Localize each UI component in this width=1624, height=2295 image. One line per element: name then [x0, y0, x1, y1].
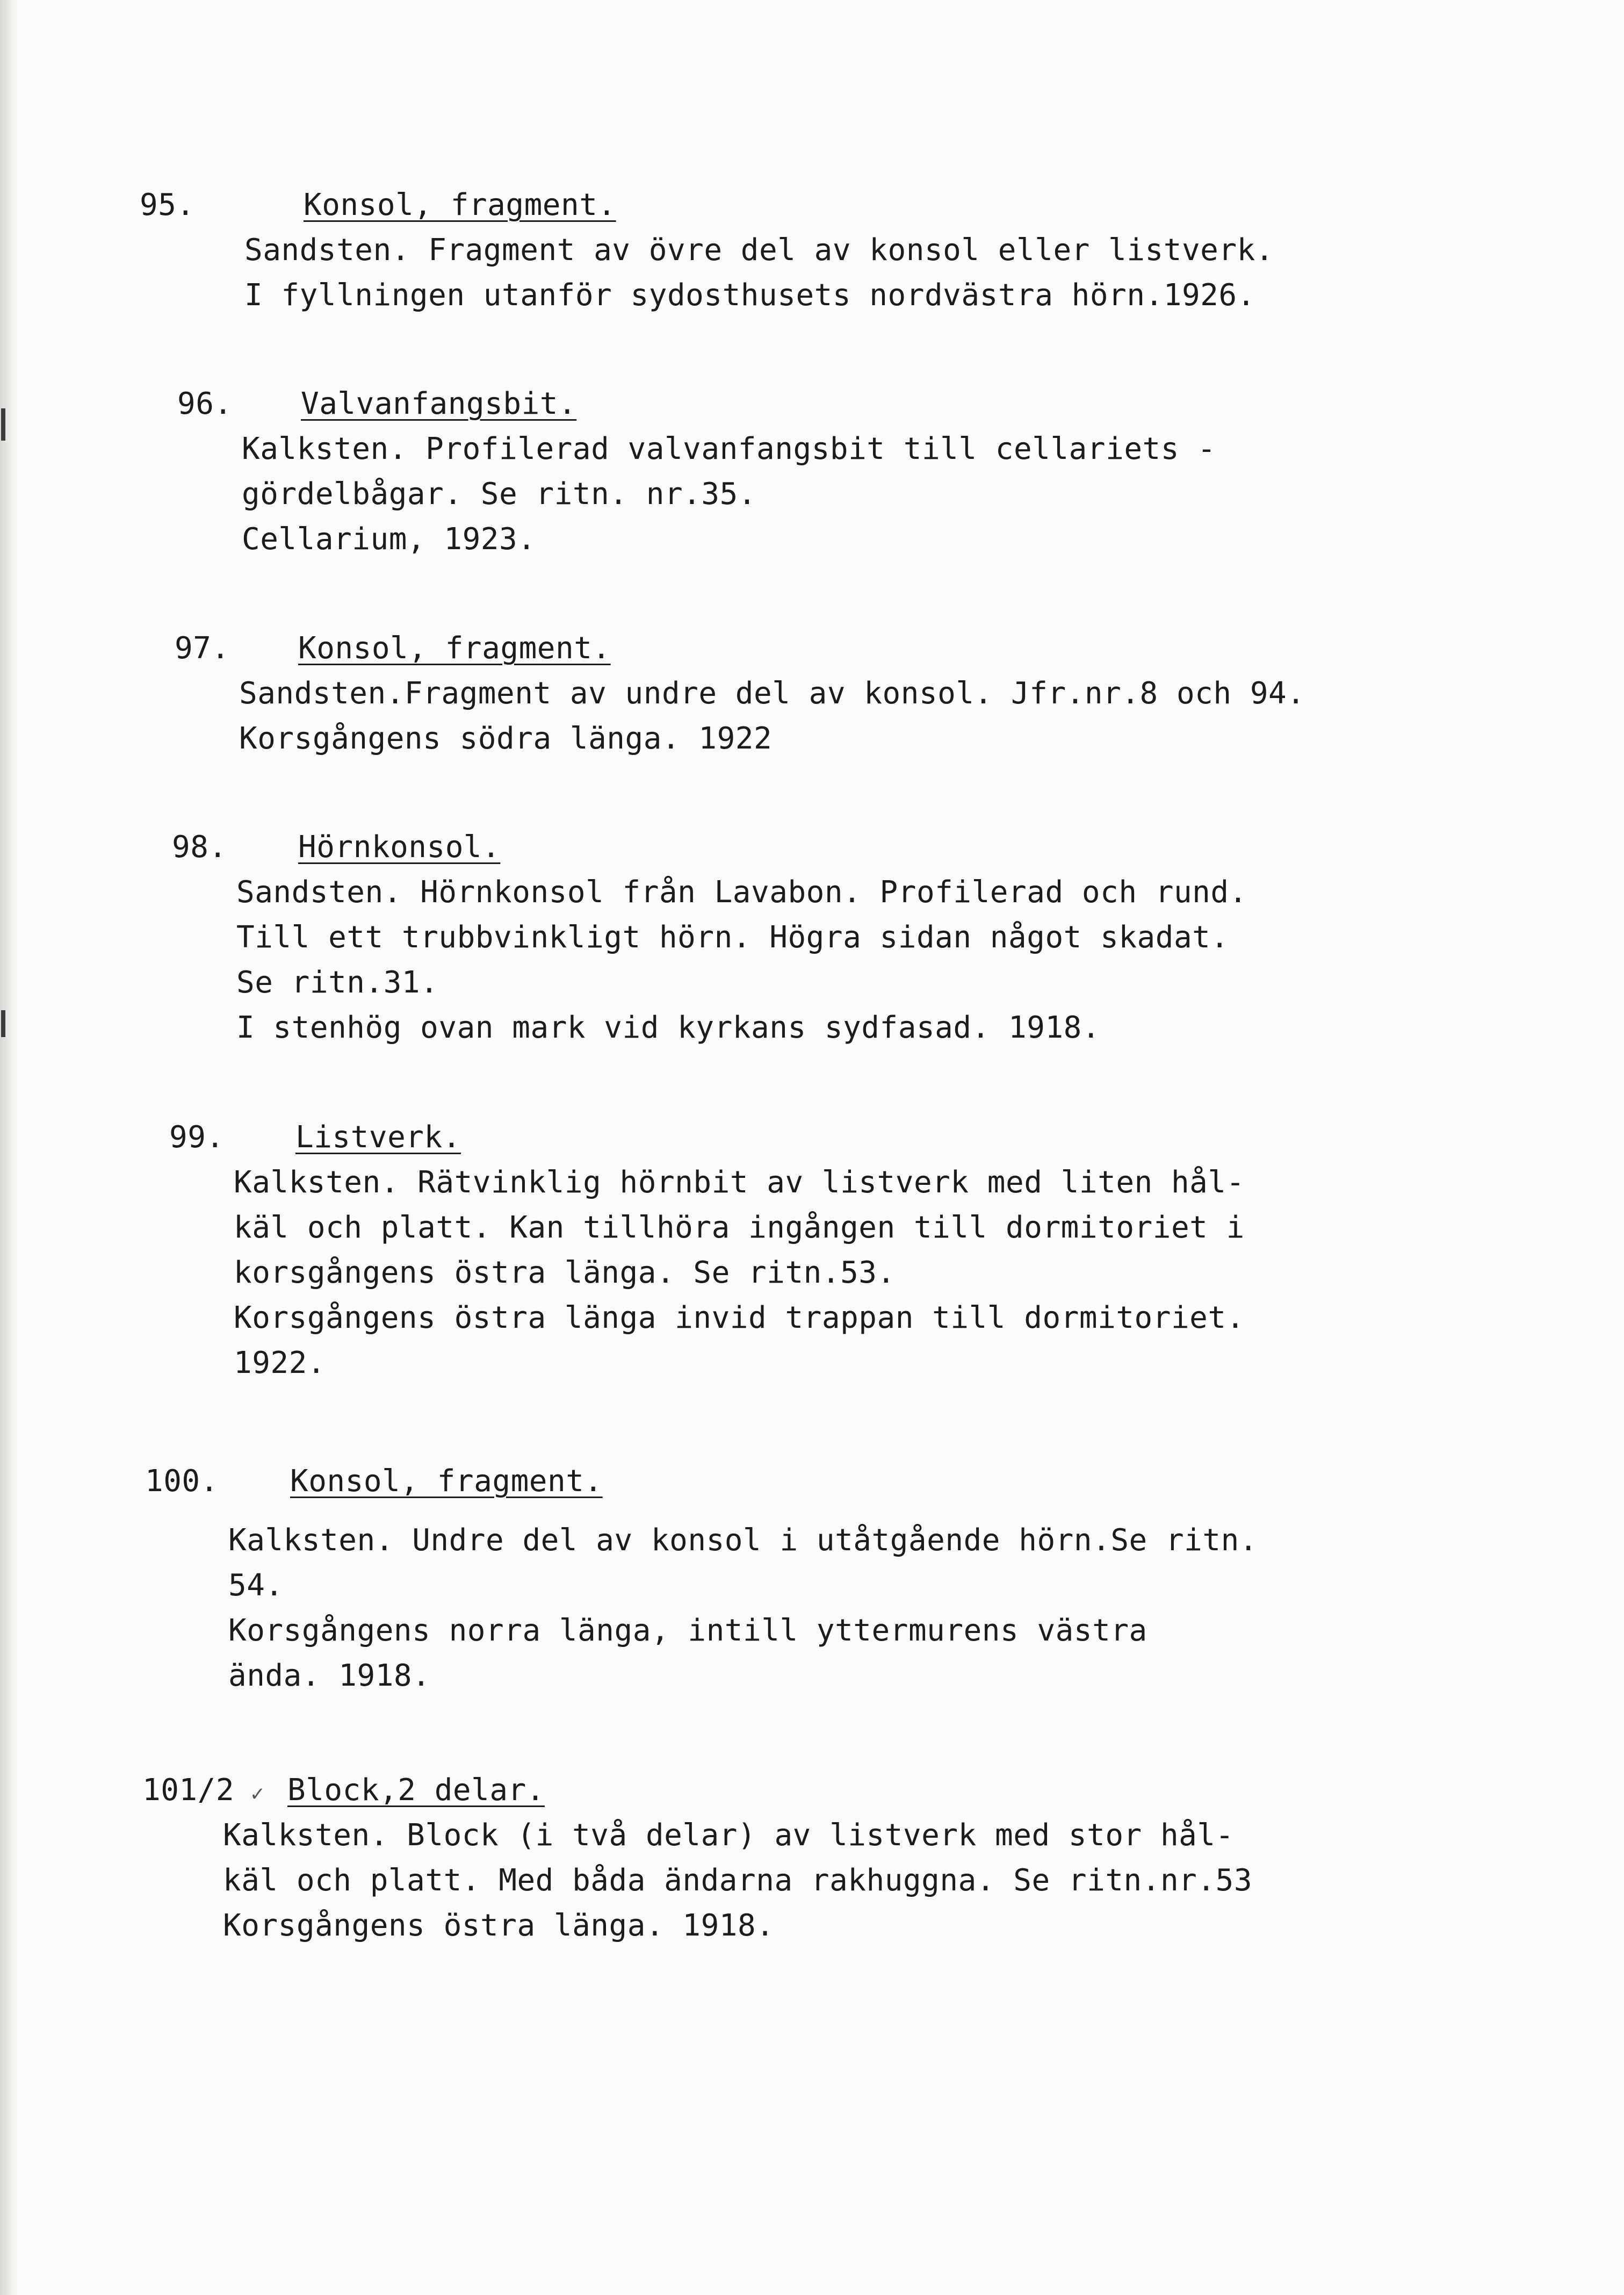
description-line: I fyllningen utanför sydosthusets nordvästra hörn.1926.: [244, 278, 1255, 313]
entry-title: Konsol, fragment.: [304, 188, 616, 222]
description-line: Korsgångens södra länga. 1922: [239, 721, 773, 756]
description-line: korsgångens östra länga. Se ritn.53.: [234, 1255, 896, 1290]
description-line: Till ett trubbvinkligt hörn. Högra sidan något skadat.: [236, 920, 1229, 955]
description-line: käl och platt. Kan tillhöra ingången till dormitoriet i: [234, 1210, 1245, 1245]
entry-description: [228, 1518, 1258, 1699]
description-line: Sandsten.Fragment av undre del av konsol. Jfr.nr.8 och 94.: [239, 676, 1305, 711]
description-line: Kalksten. Rätvinklig hörnbit av listverk med liten hål-: [234, 1165, 1245, 1200]
entry-number: 99.: [169, 1120, 225, 1155]
entry-number: 97.: [175, 631, 230, 666]
description-line: Sandsten. Hörnkonsol från Lavabon. Profilerad och rund.: [236, 875, 1247, 910]
entry-title: Hörnkonsol.: [298, 830, 501, 865]
page-edge-shadow: [0, 0, 18, 2295]
description-line: Korsgångens östra länga. 1918.: [223, 1908, 775, 1943]
entry-description: [236, 870, 1247, 1051]
entry-description: [223, 1813, 1252, 1948]
description-line: I stenhög ovan mark vid kyrkans sydfasad. 1918.: [236, 1010, 1101, 1045]
entry-description: [244, 228, 1274, 318]
description-line: käl och platt. Med båda ändarna rakhuggna. Se ritn.nr.53: [223, 1863, 1253, 1898]
description-line: 1922.: [234, 1346, 326, 1380]
entry-description: [239, 671, 1305, 761]
description-line: Korsgångens norra länga, intill yttermurens västra: [228, 1613, 1147, 1648]
entry-title: Konsol, fragment.: [298, 631, 611, 666]
description-line: Korsgångens östra länga invid trappan till dormitoriet.: [234, 1300, 1245, 1335]
entry-number: 101/2: [142, 1773, 235, 1808]
entry-title: Block,2 delar.: [287, 1773, 545, 1808]
check-mark: ✓: [251, 1781, 264, 1806]
entry-title: Valvanfangsbit.: [301, 386, 577, 421]
description-line: Kalksten. Block (i två delar) av listverk med stor hål-: [223, 1818, 1234, 1853]
entry-title: Konsol, fragment.: [290, 1464, 603, 1499]
entry-description: [234, 1160, 1245, 1386]
description-line: Kalksten. Undre del av konsol i utåtgående hörn.Se ritn.: [228, 1523, 1258, 1558]
entry-number: 95.: [140, 188, 195, 222]
description-line: Sandsten. Fragment av övre del av konsol eller listverk.: [244, 233, 1274, 268]
description-line: Cellarium, 1923.: [242, 522, 536, 557]
binding-mark: [1, 408, 5, 441]
entry-number: 98.: [172, 830, 227, 865]
description-line: Se ritn.31.: [236, 965, 439, 1000]
entry-number: 96.: [177, 386, 233, 421]
entry-title: Listverk.: [295, 1120, 461, 1155]
description-line: 54.: [228, 1568, 284, 1603]
binding-mark: [1, 1010, 5, 1037]
description-line: gördelbågar. Se ritn. nr.35.: [242, 477, 757, 512]
description-line: Kalksten. Profilerad valvanfangsbit till cellariets -: [242, 431, 1216, 466]
entry-number: 100.: [145, 1464, 219, 1499]
entry-description: [242, 427, 1216, 562]
description-line: ända. 1918.: [228, 1658, 431, 1693]
